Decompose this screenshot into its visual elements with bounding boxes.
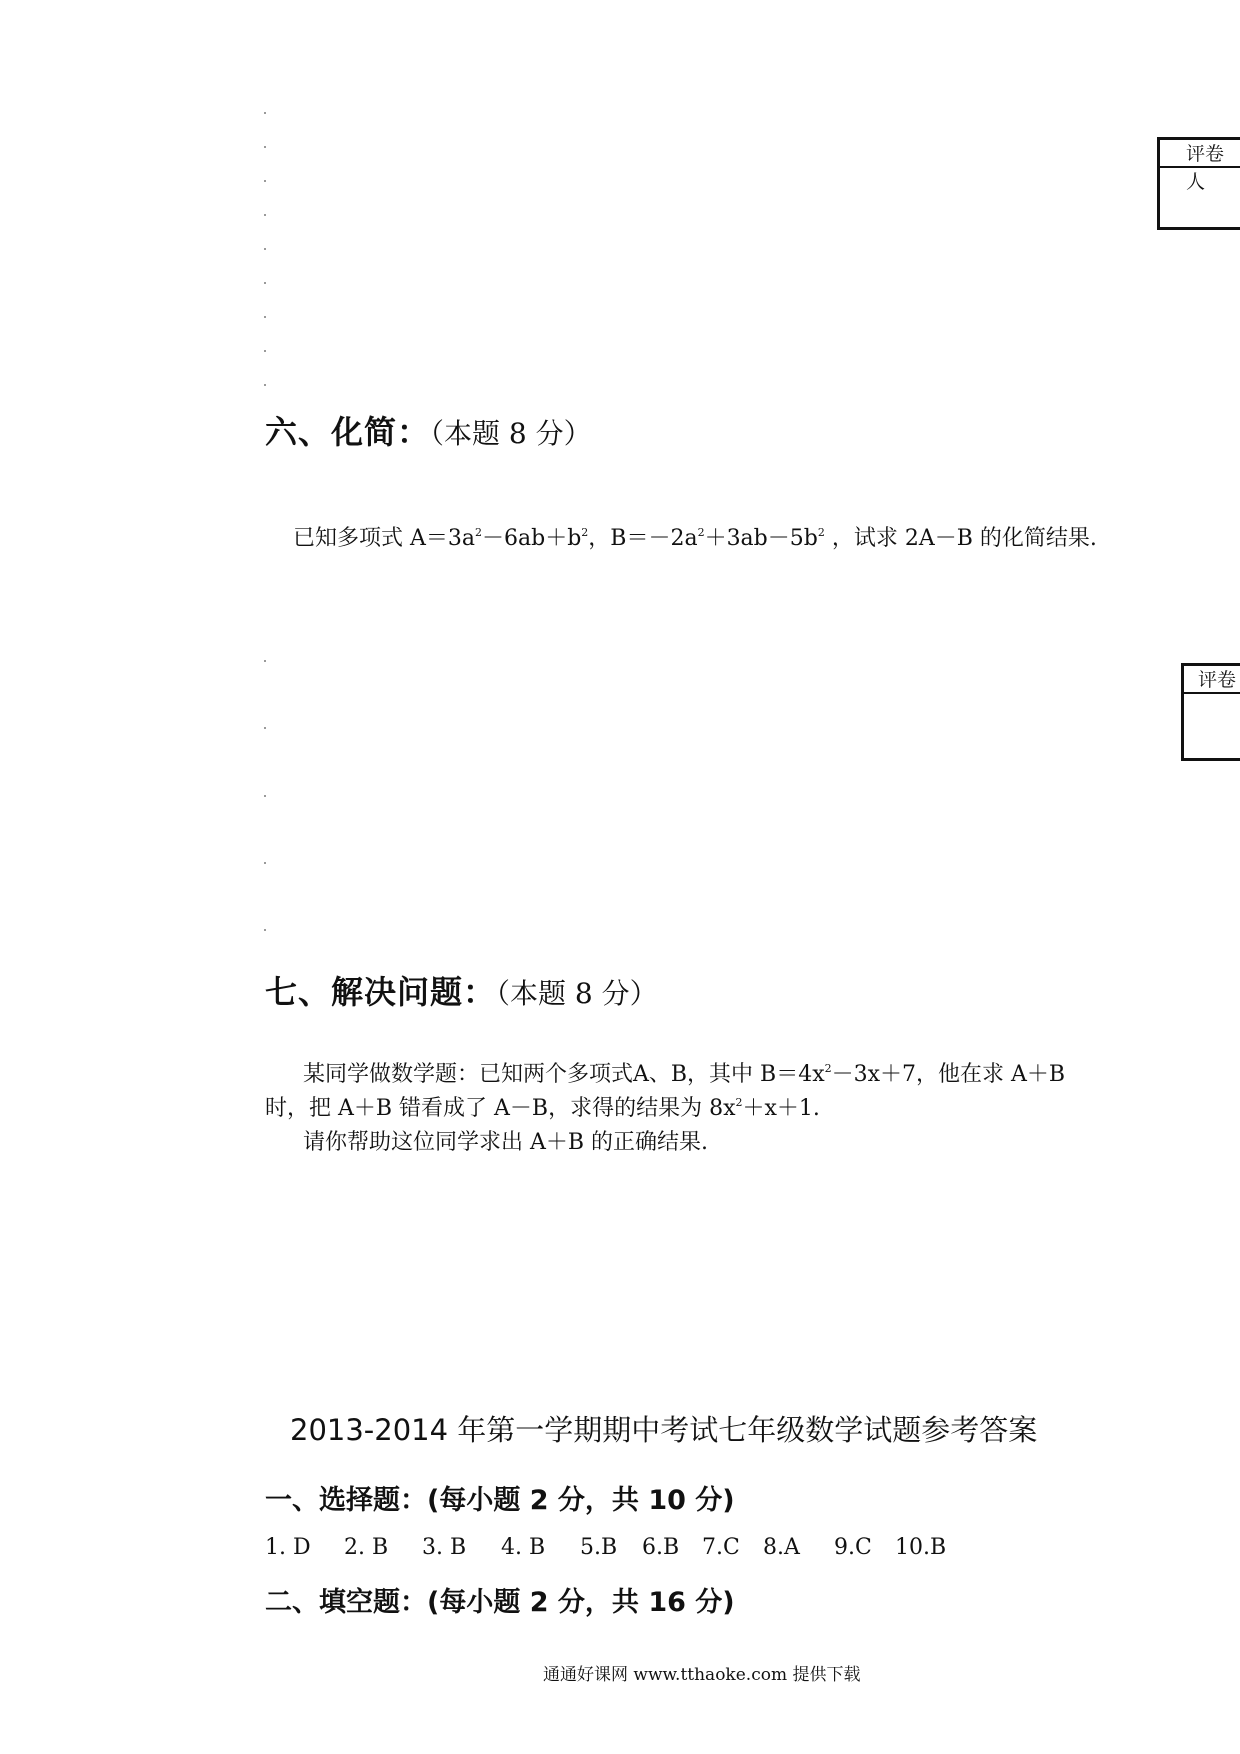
choice-answer: 10.B bbox=[895, 1535, 947, 1560]
section-7-title: 七、解决问题： bbox=[265, 973, 497, 1011]
choice-answer: 6.B bbox=[642, 1535, 680, 1560]
page-footer: 通通好课网 www.tthaoke.com 提供下载 bbox=[543, 1665, 861, 1685]
margin-dot bbox=[264, 214, 266, 216]
grader-box-header: 评卷 bbox=[1184, 666, 1240, 694]
margin-dot bbox=[264, 660, 266, 662]
choice-answer: 7.C bbox=[702, 1535, 740, 1560]
margin-dot bbox=[264, 146, 266, 148]
section-6-note: （本题 8 分） bbox=[430, 417, 592, 450]
margin-dot bbox=[264, 384, 266, 386]
answer-part-1-heading: 一、选择题：(每小题 2 分，共 10 分) bbox=[265, 1485, 735, 1516]
section-6-heading bbox=[265, 407, 592, 453]
margin-dot bbox=[264, 350, 266, 352]
choice-answer: 4. B bbox=[501, 1535, 546, 1560]
section-7-heading bbox=[265, 967, 658, 1013]
margin-dot bbox=[264, 112, 266, 114]
margin-dot bbox=[264, 862, 266, 864]
choice-answer: 1. D bbox=[265, 1535, 311, 1560]
answer-part-2-heading: 二、填空题：(每小题 2 分，共 16 分) bbox=[265, 1587, 735, 1618]
section-7-problem-line-1: 某同学做数学题：已知两个多项式A、B，其中 $B=4x^2-3x+7$，他在求 A＋B bbox=[303, 1062, 1066, 1087]
section-7-problem-line-3: 请你帮助这位同学求出 A＋B 的正确结果. bbox=[303, 1130, 709, 1155]
margin-dot bbox=[264, 727, 266, 729]
margin-dot bbox=[264, 248, 266, 250]
margin-dot bbox=[264, 180, 266, 182]
grader-score-box bbox=[1157, 137, 1240, 230]
choice-answer: 5.B bbox=[580, 1535, 618, 1560]
choice-answer: 3. B bbox=[422, 1535, 467, 1560]
section-7-problem-line-2: 时，把 A＋B 错看成了 A－B，求得的结果为 $8x^2+x+1$. bbox=[265, 1096, 820, 1121]
margin-dot bbox=[264, 795, 266, 797]
choice-answer: 8.A bbox=[763, 1535, 800, 1560]
margin-dot bbox=[264, 282, 266, 284]
grader-box-header: 评卷人 bbox=[1160, 140, 1240, 168]
choice-answer: 2. B bbox=[344, 1535, 389, 1560]
section-6-title: 六、化简： bbox=[265, 413, 431, 451]
margin-dot bbox=[264, 929, 266, 931]
section-7-note: （本题 8 分） bbox=[496, 977, 658, 1010]
grader-score-box bbox=[1181, 663, 1240, 761]
section-6-problem: 已知多项式 $A=3a^2-6ab+b^2$，$B=-2a^2+3ab-5b^2$ ，试求 2A－B 的化简结果. bbox=[293, 526, 1097, 551]
answer-key-title: 2013-2014 年第一学期期中考试七年级数学试题参考答案 bbox=[290, 1413, 1038, 1447]
margin-dot bbox=[264, 316, 266, 318]
choice-answer: 9.C bbox=[834, 1535, 872, 1560]
